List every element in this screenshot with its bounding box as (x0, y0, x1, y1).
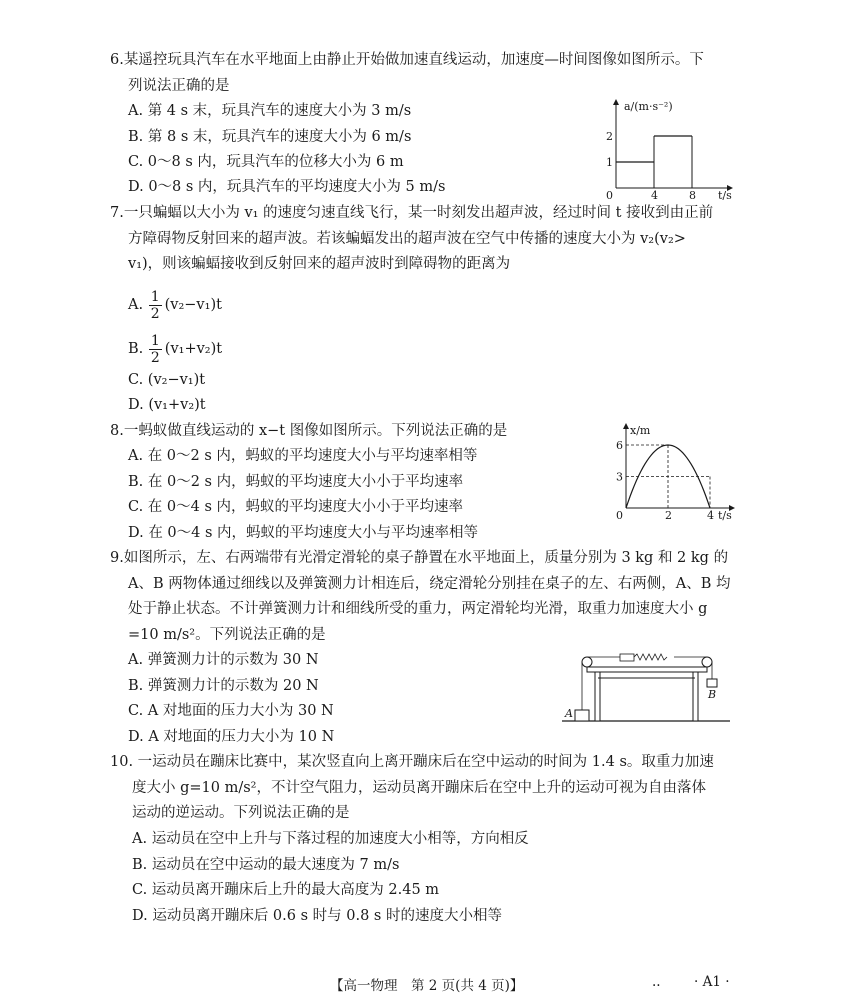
xt-origin: 0 (616, 509, 623, 522)
at-xtick-8: 8 (689, 189, 696, 200)
q6-stem-line-2: 列说法正确的是 (128, 78, 230, 94)
q9-stem-line-3: 处于静止状态。不计弹簧测力计和细线所受的重力，两定滑轮均光滑，取重力加速度大小 g (128, 601, 708, 617)
q9-stem-line-2: A、B 两物体通过细线以及弹簧测力计相连后，绕定滑轮分别挂在桌子的左、右两侧，A、B 均 (128, 576, 731, 592)
q6-option-b: B. 第 8 s 末，玩具汽车的速度大小为 6 m/s (128, 129, 412, 145)
q7-option-b (128, 332, 222, 366)
at-xlabel: t/s (718, 189, 732, 200)
q8-stem: 8.一蚂蚁做直线运动的 x−t 图像如图所示。下列说法正确的是 (110, 423, 508, 439)
label-a: A (565, 707, 573, 720)
q7-b-fraction (149, 333, 162, 366)
xt-xtick-2: 2 (665, 509, 672, 522)
q9-stem-line-1: 9.如图所示，左、右两端带有光滑定滑轮的桌子静置在水平地面上，质量分别为 3 kg 和 2 kg 的 (110, 550, 729, 566)
q9-option-a: A. 弹簧测力计的示数为 30 N (128, 652, 319, 668)
xt-ytick-6: 6 (616, 439, 623, 452)
q7-b-label: B. (128, 341, 144, 357)
table-right-leg (693, 672, 698, 721)
position-time-graph (610, 422, 738, 522)
q10-option-a: A. 运动员在空中上升与下落过程的加速度大小相等，方向相反 (132, 831, 529, 847)
q7-stem-line-2: 方障碍物反射回来的超声波。若该蝙蝠发出的超声波在空气中传播的速度大小为 v₂(v₂> (128, 231, 686, 247)
q10-option-b: B. 运动员在空中运动的最大速度为 7 m/s (132, 857, 400, 873)
q7-a-expression: (v₂−v₁)t (164, 297, 222, 313)
q7-option-a (128, 288, 222, 322)
footer-code: · A1 · (694, 974, 730, 990)
q10-stem-line-3: 运动的逆运动。下列说法正确的是 (132, 805, 350, 821)
q8-option-c: C. 在 0～4 s 内，蚂蚁的平均速度大小小于平均速率 (128, 499, 464, 515)
q7-b-numerator: 1 (150, 332, 160, 349)
q6-option-c: C. 0～8 s 内，玩具汽车的位移大小为 6 m (128, 154, 404, 170)
q9-option-b: B. 弹簧测力计的示数为 20 N (128, 678, 319, 694)
q7-b-expression: (v₁+v₂)t (164, 341, 223, 357)
q8-option-a: A. 在 0～2 s 内，蚂蚁的平均速度大小与平均速率相等 (128, 448, 478, 464)
at-origin: 0 (606, 189, 613, 200)
footer-dots: .. (652, 974, 661, 990)
table-pulley-figure (562, 652, 732, 724)
q9-option-c: C. A 对地面的压力大小为 30 N (128, 703, 334, 719)
q7-stem-line-1: 7.一只蝙蝠以大小为 v₁ 的速度匀速直线飞行，某一时刻发出超声波，经过时间 t 接收到由正前 (110, 205, 714, 221)
page-footer: 【高一物理 第 2 页(共 4 页)】 (330, 978, 524, 994)
acceleration-time-graph (600, 96, 735, 200)
label-b: B (708, 688, 717, 701)
spring-scale-coil (634, 654, 667, 660)
q8-option-b: B. 在 0～2 s 内，蚂蚁的平均速度大小小于平均速率 (128, 474, 464, 490)
q7-a-label: A. (128, 297, 144, 313)
xt-ylabel: x/m (630, 424, 651, 437)
block-a (575, 710, 589, 721)
xt-ytick-3: 3 (616, 470, 623, 484)
q10-option-d: D. 运动员离开蹦床后 0.6 s 时与 0.8 s 时的速度大小相等 (132, 908, 502, 924)
spring-scale-body (620, 654, 634, 661)
q7-stem-line-3: v₁)，则该蝙蝠接收到反射回来的超声波时到障碍物的距离为 (128, 256, 511, 272)
q6-option-a: A. 第 4 s 末，玩具汽车的速度大小为 3 m/s (128, 103, 412, 119)
q6-option-d: D. 0～8 s 内，玩具汽车的平均速度大小为 5 m/s (128, 179, 446, 195)
q10-option-c: C. 运动员离开蹦床后上升的最大高度为 2.45 m (132, 882, 440, 898)
q7-option-c: C. (v₂−v₁)t (128, 372, 206, 388)
left-pulley (582, 657, 592, 667)
at-ylabel: a/(m·s⁻²) (624, 100, 673, 113)
right-pulley (702, 657, 712, 667)
q7-a-fraction (149, 289, 162, 322)
q7-b-denominator: 2 (150, 349, 160, 366)
at-xtick-4: 4 (651, 189, 658, 200)
q7-a-denominator: 2 (150, 305, 160, 322)
at-ytick-1: 1 (606, 156, 613, 169)
q6-stem-line-1: 6.某遥控玩具汽车在水平地面上由静止开始做加速直线运动，加速度—时间图像如图所示。下 (110, 52, 704, 68)
q10-stem-line-2: 度大小 g=10 m/s²，不计空气阻力，运动员离开蹦床后在空中上升的运动可视为自由落体 (132, 780, 706, 796)
q7-a-numerator: 1 (150, 288, 160, 305)
at-ytick-2: 2 (606, 130, 613, 143)
table-left-leg (595, 672, 600, 721)
q8-option-d: D. 在 0～4 s 内，蚂蚁的平均速度大小与平均速率相等 (128, 525, 479, 541)
xt-xtick-4: 4 (707, 509, 714, 522)
xt-xlabel: t/s (718, 509, 732, 522)
block-b (707, 679, 717, 687)
q9-option-d: D. A 对地面的压力大小为 10 N (128, 729, 335, 745)
q7-option-d: D. (v₁+v₂)t (128, 397, 206, 413)
table-top (587, 667, 707, 672)
q10-stem-line-1: 10. 一运动员在蹦床比赛中，某次竖直向上离开蹦床后在空中运动的时间为 1.4 s。取重力加速 (110, 754, 714, 770)
q9-stem-line-4: =10 m/s²。下列说法正确的是 (128, 627, 326, 643)
